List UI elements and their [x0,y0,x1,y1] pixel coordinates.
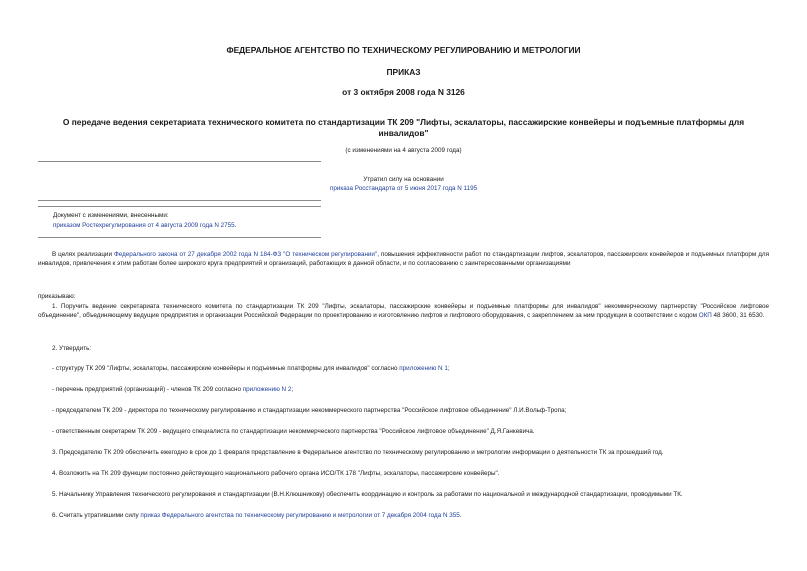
repealed-order-link[interactable]: приказ Федерального агентства по техническому регулированию и метрологии от 7 декабря 2004 года N 355 [140,512,460,519]
amendment-note: (с изменениями на 4 августа 2009 года) [345,147,462,154]
changes-label: Документ с изменениями, внесенными: [53,212,169,219]
item-5: 5. Начальнику Управления технического регулирования и стандартизации (В.Н.Клюшникову) обеспечить координацию и контроль за работами по национальной и международной стандартизации, проводимыми ТК. [52,491,683,498]
divider [38,161,321,162]
divider [38,200,321,201]
preamble: В целях реализации Федерального закона от 27 декабря 2002 года N 184-ФЗ "О техническом регулировании", повышения эффективности работ по стандартизации лифтов, эскалаторов, пассажирских конвейеров и подъемных платформ для инвалидов, привлечения к этим работам более широкого круга предприятий и организаций, работающих в данной области, и по согласованию с заинтересованными организациями [38,251,769,268]
divider [38,237,321,238]
appendix-1-link[interactable]: приложению N 1 [399,365,448,372]
doc-title: О передаче ведения секретариата технического комитета по стандартизации ТК 209 "Лифты, эскалаторы, пассажирские конвейеры и подъемные платформы для инвалидов" [62,117,745,138]
okp-link[interactable]: ОКП [698,312,712,320]
repeal-link[interactable]: приказа Росстандарта от 5 июня 2017 года N 1195 [329,185,478,192]
sub-3: - председателем ТК 209 - директора по техническому регулированию и стандартизации некоммерческого партнерства "Российское лифтовое объединение" Л.И.Вольф-Тропа; [52,407,567,414]
order-word: приказываю: [38,293,76,300]
status-text: Утратил силу на основании [363,176,444,183]
divider [38,206,321,207]
item-1: 1. Поручить ведение секретариата технического комитета по стандартизации ТК 209 "Лифты, эскалаторы, пассажирские конвейеры и подъемные платформы для инвалидов" некоммерческому партнерству "Российское лифтовое объединение", объединяющему ведущие предприятия и организации Российской Федерации по проектированию и изготовлению лифтов и лифтового оборудования, с закреплением за ним продукции в соответствии с кодом ОКП 48 3600, 31 6530. [38,303,769,320]
changes-line: приказом Ростехрегулирования от 4 августа 2009 года N 2755. [53,222,237,229]
item-4: 4. Возложить на ТК 209 функции постоянно действующего национального рабочего органа ИСО/ТК 178 "Лифты, эскалаторы, пассажирские конвейеры". [52,470,500,477]
sub-1: - структуру ТК 209 "Лифты, эскалаторы, пассажирские конвейеры и подъемные платформы для инвалидов" согласно приложению N 1; [52,365,450,372]
item-6: 6. Считать утратившими силу приказ Федерального агентства по техническому регулированию и метрологии от 7 декабря 2004 года N 355. [52,512,462,519]
changes-link[interactable]: приказом Ростехрегулирования от 4 августа 2009 года N 2755 [53,222,235,229]
sub-4: - ответственным секретарем ТК 209 - ведущего специалиста по стандартизации некоммерческого партнерства "Российское лифтовое объединение" Д.Я.Ганкевича. [52,428,535,435]
law-link[interactable]: Федерального закона от 27 декабря 2002 года N 184-ФЗ "О техническом регулировании" [113,251,378,258]
doc-type: ПРИКАЗ [386,67,421,77]
agency-title: ФЕДЕРАЛЬНОЕ АГЕНТСТВО ПО ТЕХНИЧЕСКОМУ РЕГУЛИРОВАНИЮ И МЕТРОЛОГИИ [226,45,581,55]
appendix-2-link[interactable]: приложению N 2 [242,386,292,393]
doc-date-number: от 3 октября 2008 года N 3126 [342,87,465,97]
item-3: 3. Председателю ТК 209 обеспечить ежегодно в срок до 1 февраля представление в Федеральное агентство по техническому регулированию и метрологии информации о деятельности ТК за прошедший год. [52,449,664,456]
item-2: 2. Утвердить: [52,345,92,352]
sub-2: - перечень предприятий (организаций) - членов ТК 209 согласно приложению N 2; [52,386,294,393]
